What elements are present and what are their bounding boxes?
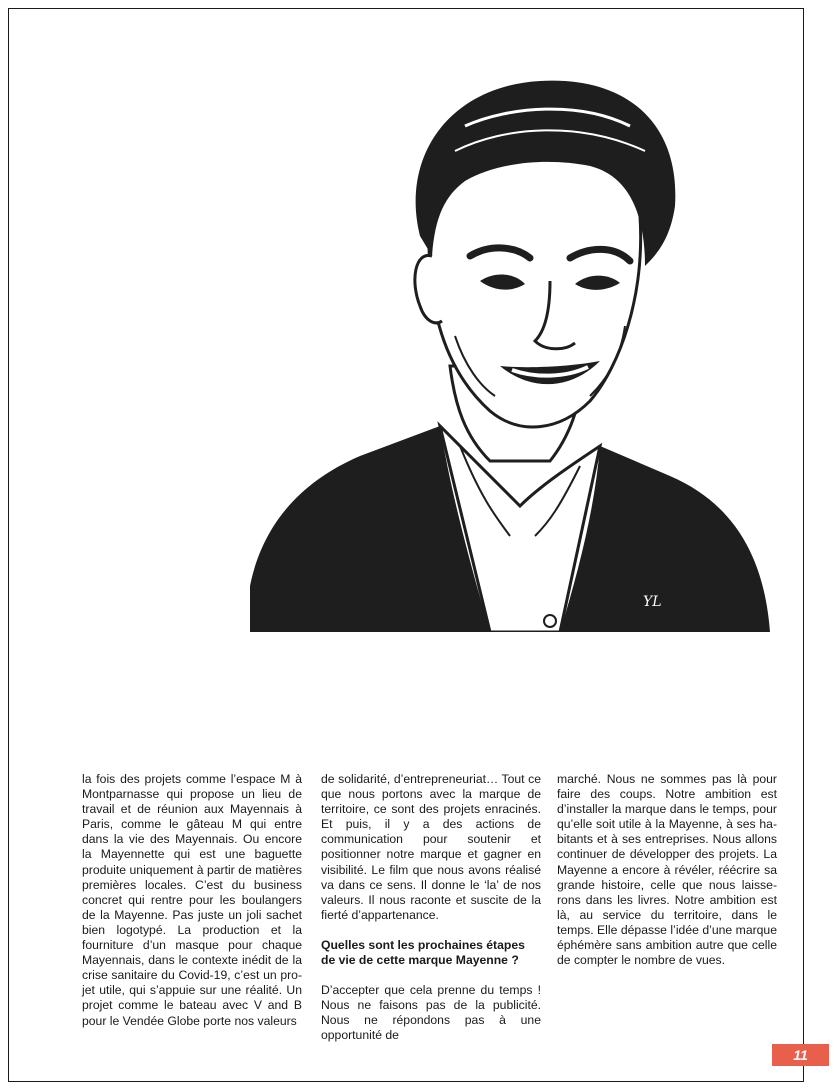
- artist-signature: YL: [643, 594, 662, 610]
- paragraph-column-2-answer: D’accepter que cela prenne du temps ! Nous ne faisons pas de la publicité. Nous ne répondons pas à une opportunité de: [321, 983, 541, 1043]
- article-column-2: [321, 772, 541, 1044]
- article-column-1: [82, 772, 302, 1029]
- article-column-3: [557, 772, 777, 968]
- interview-question: Quelles sont les prochaines étapes de vie de cette marque Mayenne ?: [321, 937, 525, 968]
- portrait-illustration: [250, 66, 770, 632]
- paragraph-column-2-intro: de solidarité, d’entrepreneuriat… Tout ce que nous portons avec la marque de territoire, ce sont des projets enracinés. Et puis, il y a des actions de communication pour soutenir et positionner notre marque et gagner en visibilité. Le film que nous avons réalisé va dans ce sens. Il donne le ‘la’ de nos valeurs. Il nous raconte et suscite de la fierté d’appartenance.: [321, 772, 541, 922]
- paragraph-column-1: la fois des projets comme l’espace M à Montparnasse qui propose un lieu de travail et de réunion aux Mayennais à Paris, comme le gâteau M qui entre dans la vie des Mayennais. Ou encore la Mayennette qui est une baguette produite uniquement à partir de matières premières locales. C’est du business concret qui rentre pour les boulangers de la Mayenne. Pas juste un joli sachet bien logotypé. La production et la fourniture d’un masque pour chaque Mayennais, dans le contexte inédit de la crise sanitaire du Covid-19, c’est un projet utile, qui s’appuie sur une réalité. Un projet comme le bateau avec V and B pour le Vendée Globe porte nos valeurs: [82, 772, 302, 1028]
- paragraph-column-3: marché. Nous ne sommes pas là pour faire des coups. Notre ambition est d’installer la marque dans le temps, pour qu’elle soit utile à la Mayenne, à ses habitants et à ses entreprises. Nous allons continuer de développer des projets. La Mayenne a encore à révéler, réécrire sa grande histoire, celle que nous laisserons dans les livres. Notre ambition est là, au service du territoire, dans le temps. Elle dépasse l’idée d’une marque éphémère sans ambition autre que celle de compter le nombre de vues.: [557, 772, 777, 968]
- page-number: 11: [772, 1044, 829, 1066]
